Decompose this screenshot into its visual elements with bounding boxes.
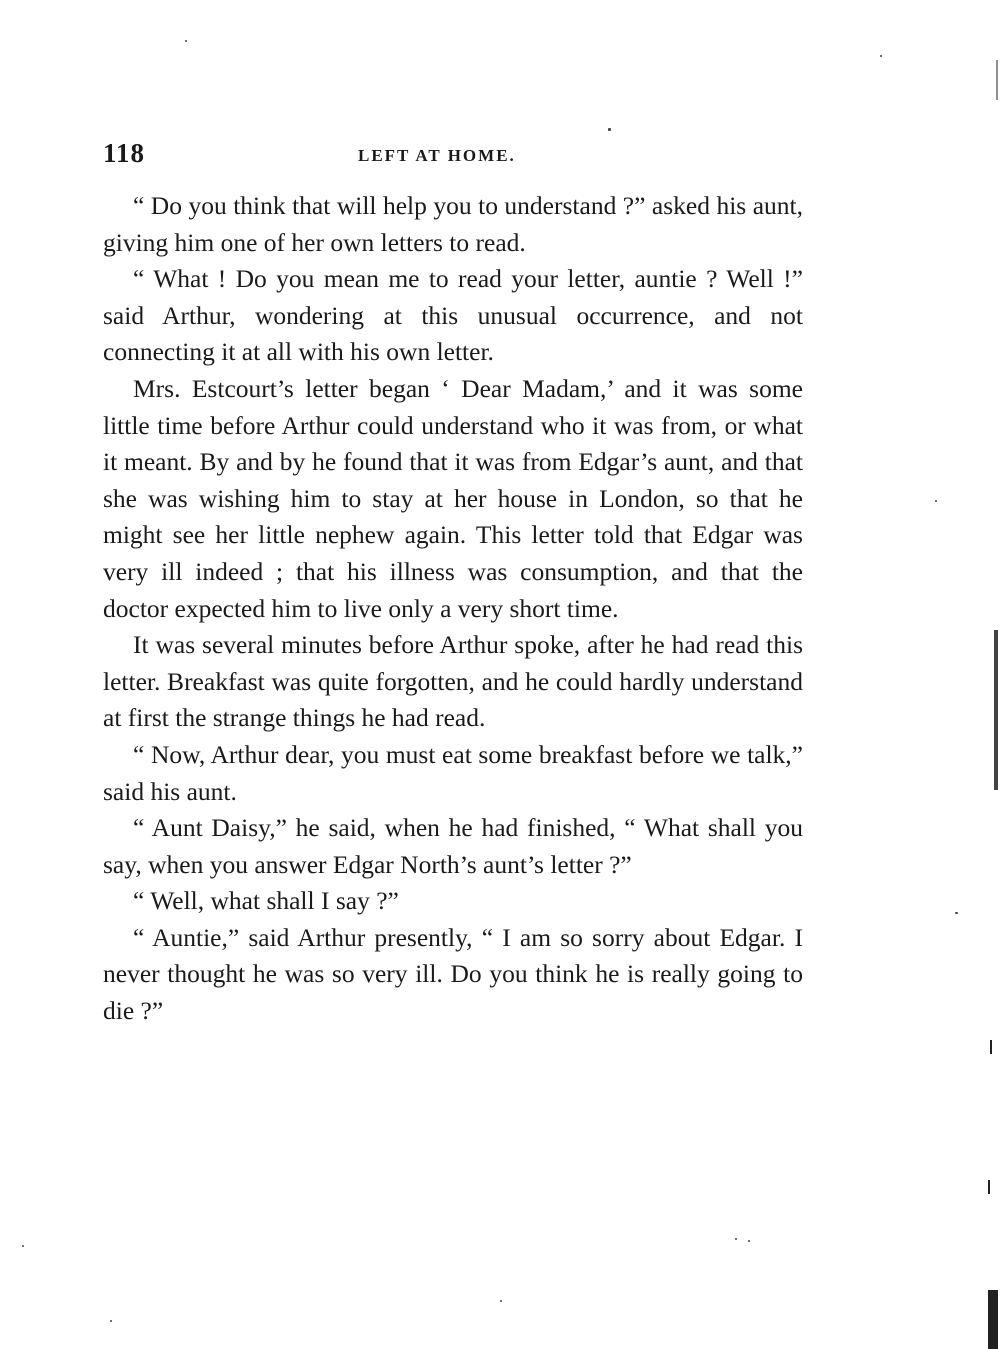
- paragraph-5: “ Now, Arthur dear, you must eat some breakfast before we talk,” said his aunt.: [103, 739, 803, 806]
- scan-speck: [185, 40, 187, 42]
- paragraph-7: “ Well, what shall I say ?”: [133, 886, 399, 916]
- scan-speck: [880, 55, 882, 57]
- scan-speck: [935, 500, 937, 502]
- paragraph-6: “ Aunt Daisy,” he said, when he had finished, “ What shall you say, when you answer Edgar North’s aunt’s letter ?”: [103, 813, 803, 879]
- scan-edge-mark: [988, 1180, 990, 1194]
- paragraph-4: It was several minutes before Arthur spoke, after he had read this letter. Breakfast was quite forgotten, and he could hardly understand at first the strange things he had read.: [103, 630, 803, 733]
- page-number: 118: [103, 138, 146, 168]
- scan-speck: [748, 1240, 750, 1242]
- scan-speck: [500, 1300, 502, 1302]
- running-head: [103, 138, 803, 172]
- scan-speck: [735, 1238, 737, 1240]
- scan-edge-mark: [990, 1040, 992, 1054]
- paragraph-2: “ What ! Do you mean me to read your letter, auntie ? Well !” said Arthur, wondering at this unusual occurrence, and not connecting it at all with his own letter.: [103, 264, 803, 367]
- paragraph-3: Mrs. Estcourt’s letter began ‘ Dear Madam,’ and it was some little time before Arthur could understand who it was from, or what it meant. By and by he found that it was from Edgar’s aunt, and that she was wishing him to stay at her house in London, so that he might see her little nephew again. This letter told that Edgar was very ill indeed ; that his illness was consumption, and that the doctor expected him to live only a very short time.: [103, 373, 803, 623]
- paragraph-1: “ Do you think that will help you to understand ?” asked his aunt, giving him one of her own letters to read.: [103, 191, 803, 257]
- scan-edge-mark: [996, 60, 998, 100]
- scan-edge-mark: [988, 1290, 998, 1349]
- scan-speck: [110, 1320, 112, 1322]
- scan-speck: [608, 128, 611, 131]
- running-title: LEFT AT HOME.: [358, 146, 516, 165]
- scan-speck: [22, 1245, 24, 1247]
- scan-speck: [955, 912, 958, 914]
- scan-edge-mark: [994, 630, 998, 790]
- paragraph-8: “ Auntie,” said Arthur presently, “ I am so sorry about Edgar. I never thought he was so very ill. Do you think he is really going to die ?”: [103, 922, 803, 1026]
- body-text: [103, 188, 803, 1030]
